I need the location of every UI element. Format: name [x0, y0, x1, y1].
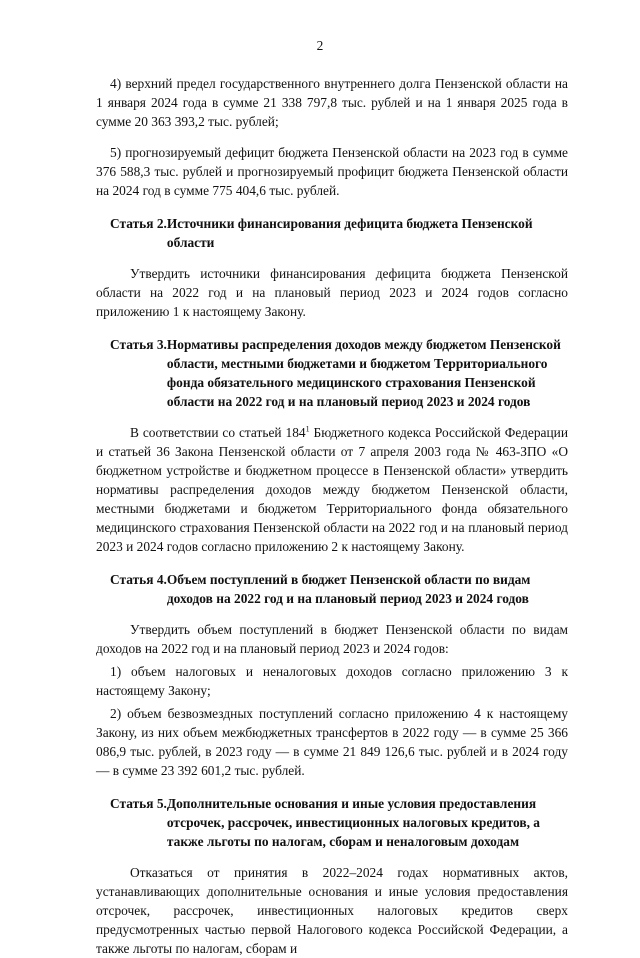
article-3-label: Статья 3.: [110, 337, 167, 352]
article-5-heading: [96, 794, 568, 851]
article-3-heading: [96, 335, 568, 411]
article-4-item-2: 2) объем безвозмездных поступлений согласно приложению 4 к настоящему Закону, из них объем межбюджетных трансфертов в 2022 году — в сумме 25 366 086,9 тыс. рублей, в 2023 году — в сумме 21 849 126,6 тыс. рублей и в 2024 году — в сумме 23 392 601,2 тыс. рублей.: [96, 706, 568, 778]
article-2-text: Утвердить источники финансирования дефицита бюджета Пензенской области на 2022 год и на плановый период 2023 и 2024 годов согласно приложению 1 к настоящему Закону.: [96, 266, 568, 319]
article-4-item-1: 1) объем налоговых и неналоговых доходов согласно приложению 3 к настоящему Закону;: [96, 664, 568, 698]
article-4-text: Утвердить объем поступлений в бюджет Пензенской области по видам доходов на 2022 год и на плановый период 2023 и 2024 годов:: [96, 622, 568, 656]
item-5: 5) прогнозируемый дефицит бюджета Пензенской области на 2023 год в сумме 376 588,3 тыс. рублей и прогнозируемый профицит бюджета Пензенской области на 2024 год в сумме 775 404,6 тыс. рублей.: [96, 145, 568, 198]
article-3-text: [96, 423, 568, 556]
page-number: 2: [316, 38, 324, 53]
article-5-label: Статья 5.: [110, 796, 167, 811]
article-3-text-a: В соответствии со статьей 184: [130, 425, 306, 440]
article-2-title: Источники финансирования дефицита бюджета Пензенской области: [166, 216, 533, 250]
article-3-text-b: Бюджетного кодекса Российской Федерации и статьей 36 Закона Пензенской области от 7 апреля 2003 года № 463-ЗПО «О бюджетном устройстве и бюджетном процессе в Пензенской области» утвердить нормативы распределения доходов между бюджетом Пензенской области, местными бюджетами и бюджетом Территориального фонда обязательного медицинского страхования Пензенской области на 2022 год и на плановый период 2023 и 2024 годов согласно приложению 2 к настоящему Закону.: [96, 425, 568, 554]
item-4: 4) верхний предел государственного внутреннего долга Пензенской области на 1 января 2024 года в сумме 21 338 797,8 тыс. рублей и на 1 января 2025 года в сумме 20 363 393,2 тыс. рублей;: [96, 76, 568, 129]
article-5-title: Дополнительные основания и иные условия предоставления отсрочек, рассрочек, инвестиционных налоговых кредитов, а также льготы по налогам, сборам и неналоговым доходам: [166, 796, 540, 849]
article-3-title: Нормативы распределения доходов между бюджетом Пензенской области, местными бюджетами и бюджетом Территориального фонда обязательного медицинского страхования Пензенской области на 2022 год и на плановый период 2023 и 2024 годов: [166, 337, 561, 409]
document-body: [96, 74, 568, 958]
article-4-heading: [96, 570, 568, 608]
article-3-sup: 1: [305, 424, 310, 434]
article-2-heading: [96, 214, 568, 252]
article-5-text: Отказаться от принятия в 2022–2024 годах нормативных актов, устанавливающих дополнительные основания и иные условия предоставления отсрочек, рассрочек, инвестиционных налоговых кредитов сверх предусмотренных частью первой Налогового кодекса Российской Федерации, а также льготы по налогам, сборам и: [96, 865, 568, 956]
article-2-label: Статья 2.: [110, 216, 167, 231]
article-4-label: Статья 4.: [110, 572, 167, 587]
article-4-title: Объем поступлений в бюджет Пензенской области по видам доходов на 2022 год и на плановый период 2023 и 2024 годов: [166, 572, 531, 606]
